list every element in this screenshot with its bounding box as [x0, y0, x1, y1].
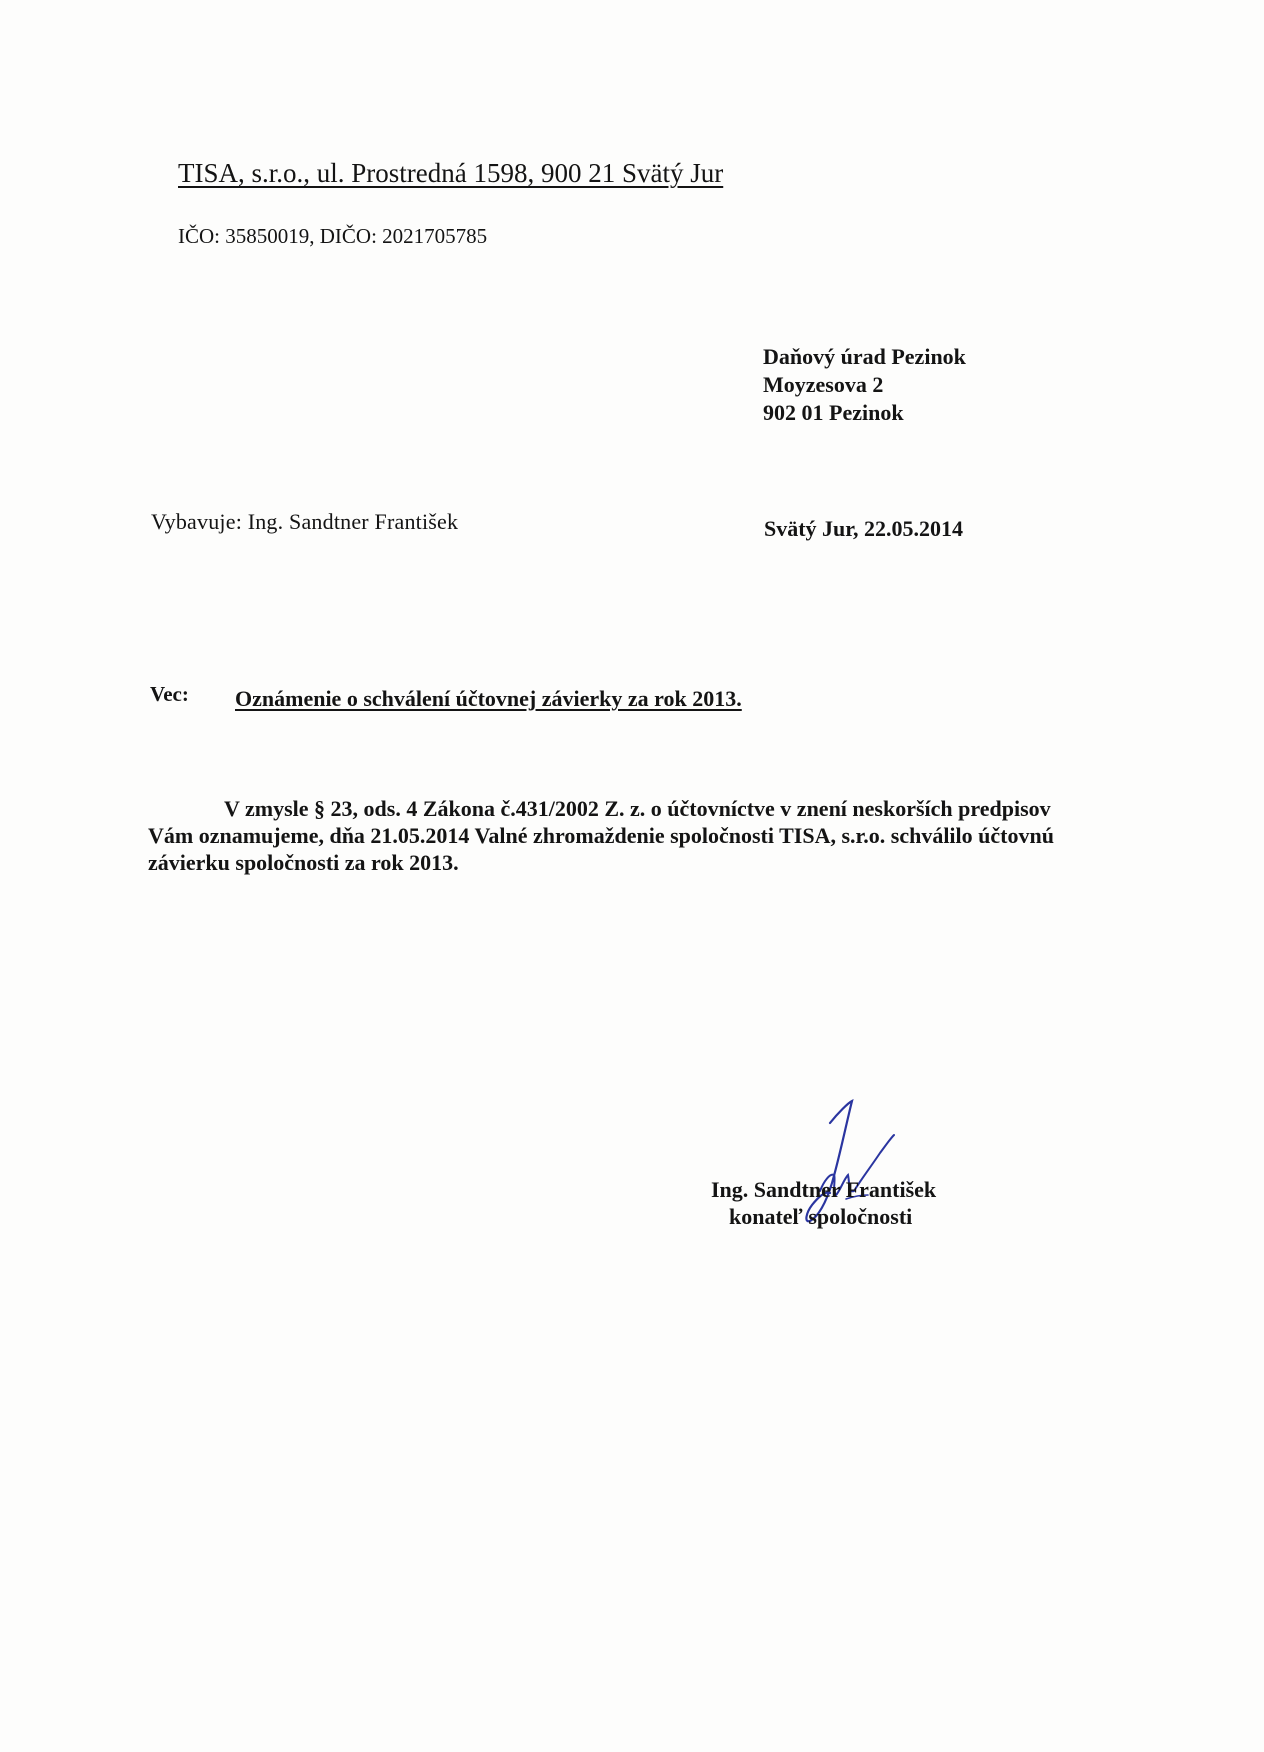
handled-by: Vybavuje: Ing. Sandtner František — [151, 509, 459, 534]
place-and-date: Svätý Jur, 22.05.2014 — [764, 516, 964, 541]
company-address-header: TISA, s.r.o., ul. Prostredná 1598, 900 21 Svätý Jur — [178, 158, 724, 188]
recipient-line-2: Moyzesova 2 — [763, 372, 884, 397]
letter-body-text: V zmysle § 23, ods. 4 Zákona č.431/2002 Z. z. o účtovníctve v znení neskorších predpisov Vám oznamujeme, dňa 21.05.2014 Valné zhromaždenie spoločnosti TISA, s.r.o. schválilo účtovnú závierku spoločnosti za rok 2013. — [148, 796, 1054, 875]
recipient-line-1: Daňový úrad Pezinok — [763, 344, 966, 369]
company-ids: IČO: 35850019, DIČO: 2021705785 — [178, 224, 488, 248]
subject-text: Oznámenie o schválení účtovnej závierky za rok 2013. — [235, 686, 742, 711]
recipient-address — [763, 343, 966, 427]
subject-label: Vec: — [150, 682, 189, 706]
signatory-role: konateľ spoločnosti — [729, 1204, 913, 1229]
recipient-line-3: 902 01 Pezinok — [763, 400, 904, 425]
signatory-name: Ing. Sandtner František — [711, 1177, 937, 1202]
letter-body — [148, 795, 1058, 876]
